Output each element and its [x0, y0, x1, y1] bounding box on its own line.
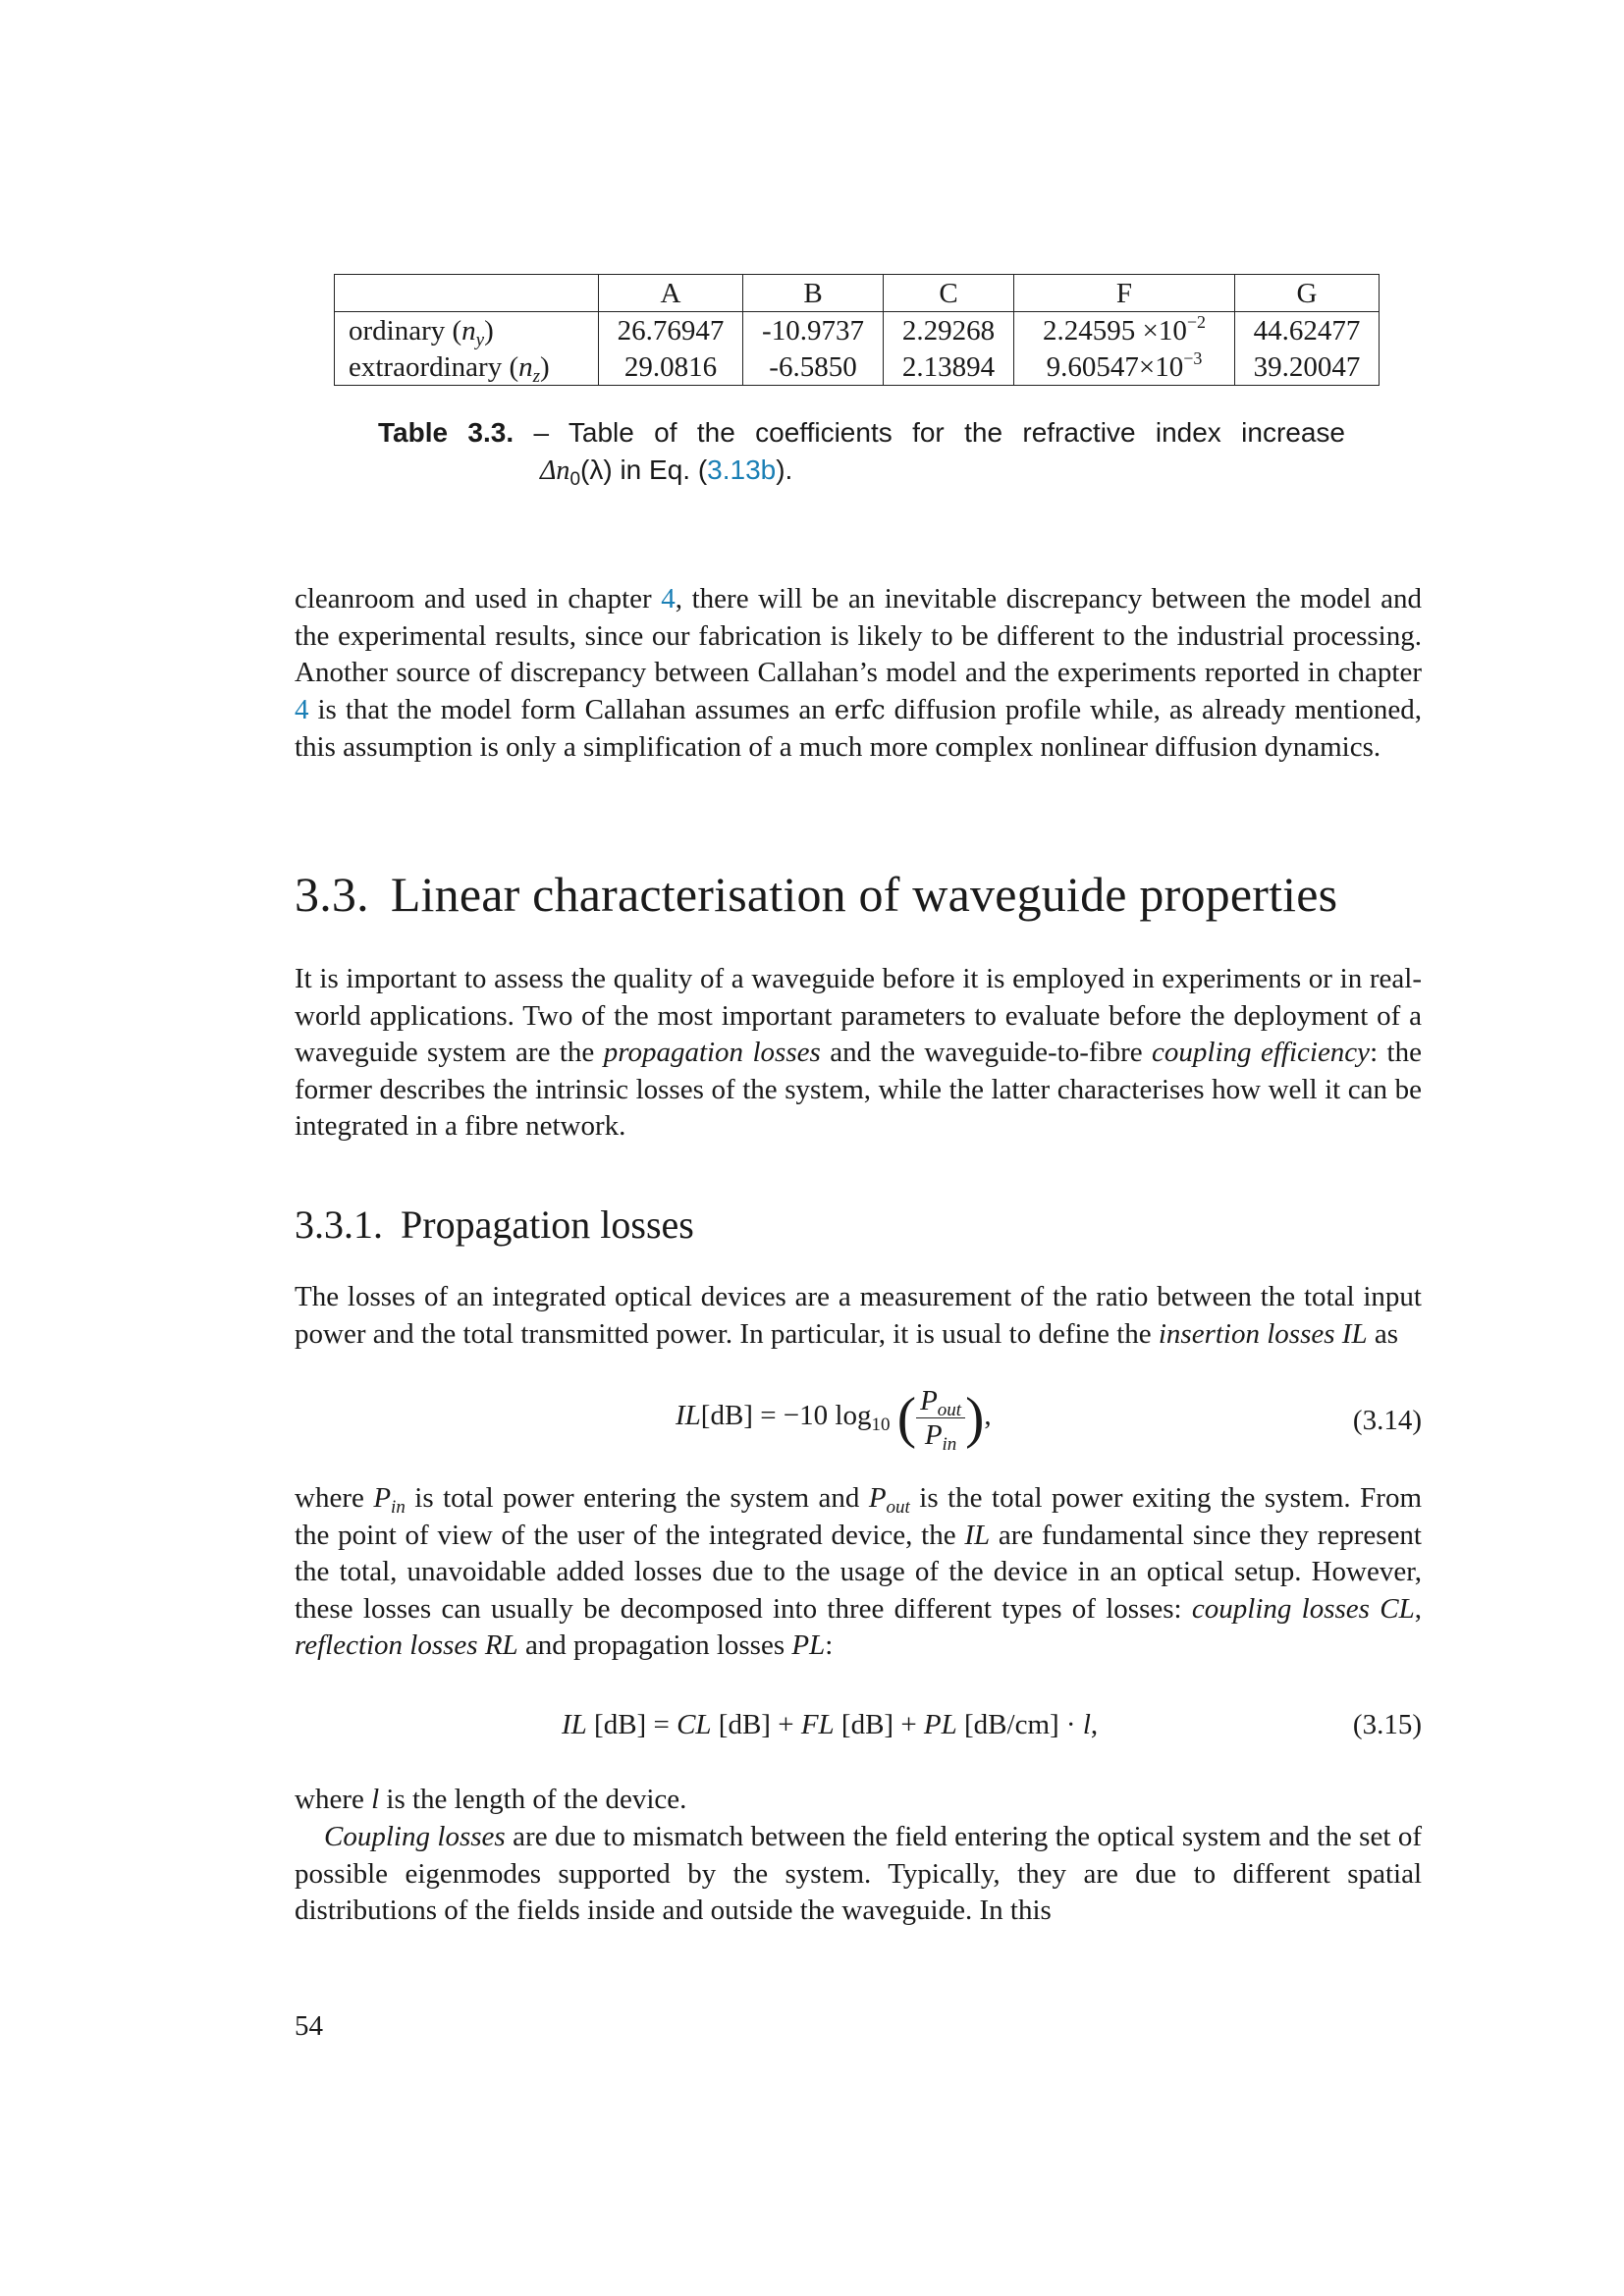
equation-number: (3.14)	[1352, 1405, 1422, 1436]
coefficients-table	[334, 274, 1380, 386]
math: l	[371, 1784, 380, 1815]
paragraph	[295, 1480, 1422, 1665]
table-header-cell	[335, 275, 599, 312]
paragraph	[295, 581, 1422, 767]
math: IL	[562, 1709, 587, 1740]
row-label-text: ordinary (	[349, 314, 462, 347]
table-cell: 29.0816	[599, 348, 743, 386]
caption-math: Δn	[540, 455, 570, 486]
caption-math-arg: (λ)	[580, 454, 613, 485]
math-text: [dB] +	[834, 1709, 924, 1740]
row-label-text: extraordinary (	[349, 350, 519, 383]
math: PL	[923, 1709, 957, 1740]
section-title: Linear characterisation of waveguide properties	[390, 867, 1338, 922]
row-label-close: )	[540, 350, 550, 383]
subsection-title: Propagation losses	[401, 1202, 694, 1247]
text: is the length of the device.	[379, 1784, 687, 1815]
text: and the waveguide-to-fibre	[820, 1037, 1153, 1068]
fraction-numerator	[916, 1384, 965, 1418]
text: diffusion profile while, as already mentioned, this assumption is only a simplification of a much more complex nonlinear diffusion dynamics.	[295, 693, 1422, 763]
text: are fundamental since they represent the total, unavoidable added losses due to the usage of the device in an optical setup. However, these losses can usually be decomposed into three different types of losses:	[295, 1519, 1422, 1625]
table-cell: 44.62477	[1235, 312, 1380, 349]
table-cell: -10.9737	[743, 312, 884, 349]
cell-exponent: −2	[1186, 311, 1206, 332]
row-symbol: n	[518, 350, 533, 383]
text: is the total power exiting the system. From the point of view of the user of the integrated device, the	[295, 1482, 1423, 1551]
caption-line	[378, 452, 1345, 490]
emphasis: propagation losses	[603, 1037, 821, 1068]
math-text: [dB] +	[711, 1709, 801, 1740]
text: The losses of an integrated optical devices are a measurement of the ratio between the total input power and the total transmitted power. In particular, it is usual to define the	[295, 1281, 1422, 1350]
fraction	[916, 1384, 965, 1455]
table-row	[335, 312, 1380, 349]
math: IL	[1341, 1317, 1368, 1350]
paragraph	[295, 1279, 1422, 1353]
text: , there will be an inevitable discrepancy between the model and the experimental results, since our fabrication is likely to be different to the industrial processing. Another source of discrepancy between Callahan’s model and the experiments reported in chapter	[295, 583, 1422, 688]
caption-line	[378, 414, 1345, 452]
table-cell: 2.13894	[884, 348, 1014, 386]
table-caption	[378, 414, 1345, 490]
math-sub: 10	[871, 1415, 891, 1436]
paragraph	[295, 1819, 1422, 1930]
table-header-cell: B	[743, 275, 884, 312]
math-sub: in	[391, 1497, 406, 1518]
math: RL	[484, 1629, 518, 1661]
caption-text: ).	[776, 454, 793, 485]
section-number: 3.3.	[295, 867, 369, 922]
cell-mantissa: 9.60547×10	[1046, 350, 1184, 383]
text: where	[295, 1482, 374, 1514]
caption-dash: –	[514, 417, 568, 448]
table-cell	[1014, 312, 1235, 349]
math-text: [dB] = −10 log	[700, 1400, 872, 1432]
subsection-number: 3.3.1.	[295, 1202, 383, 1247]
math: P	[868, 1482, 887, 1514]
row-symbol-sub: y	[475, 329, 485, 350]
math-text: ,	[984, 1400, 992, 1432]
text: as	[1367, 1317, 1398, 1350]
text: are due to mismatch between the field entering the optical system and the set of possible eigenmodes supported by the system. Typically, they are due to different spatial distributions of the fields inside and outside the waveguide. In this	[295, 1821, 1422, 1926]
table-cell: 2.29268	[884, 312, 1014, 349]
row-label-close: )	[484, 314, 494, 347]
fraction-denominator	[916, 1418, 965, 1455]
row-symbol-sub: z	[532, 365, 541, 387]
table-header-row	[335, 275, 1380, 312]
row-symbol: n	[461, 314, 476, 347]
caption-text: in Eq. (	[612, 454, 708, 485]
paragraph	[295, 1782, 1422, 1819]
math: P	[924, 1419, 943, 1451]
math: CL	[677, 1709, 712, 1740]
math-text: [dB] =	[586, 1709, 677, 1740]
text: :	[825, 1629, 834, 1661]
page-number: 54	[295, 2010, 323, 2042]
math-sub: out	[886, 1497, 910, 1518]
equation-3-14	[676, 1384, 992, 1455]
math-erfc: erfc	[834, 695, 886, 725]
text: is total power entering the system and	[405, 1482, 869, 1514]
text: where	[295, 1784, 372, 1815]
cell-mantissa: 2.24595 ×10	[1042, 314, 1187, 347]
emphasis: insertion losses	[1158, 1317, 1335, 1350]
math: IL	[964, 1519, 991, 1551]
left-paren: (	[896, 1385, 917, 1450]
equation-number: (3.15)	[1352, 1709, 1422, 1740]
emphasis: coupling losses	[1191, 1592, 1370, 1625]
table-row	[335, 348, 1380, 386]
row-label	[335, 312, 599, 349]
math: IL	[676, 1400, 701, 1432]
table-cell	[1014, 348, 1235, 386]
chapter-link[interactable]: 4	[661, 583, 676, 614]
text: : the former describes the intrinsic losses of the system, while the latter characterises how well it can be integrated in a fibre network.	[295, 1037, 1422, 1142]
text: ,	[1414, 1592, 1423, 1625]
math: PL	[791, 1629, 826, 1661]
equation-link[interactable]: 3.13b	[707, 454, 777, 485]
math: P	[920, 1385, 938, 1416]
text: and propagation losses	[517, 1629, 792, 1661]
math: P	[373, 1482, 392, 1514]
right-paren: )	[965, 1385, 985, 1450]
emphasis: Coupling losses	[324, 1821, 506, 1852]
table-header-cell: G	[1235, 275, 1380, 312]
math-sub: out	[937, 1400, 962, 1420]
table-header-cell: F	[1014, 275, 1235, 312]
table-cell: 26.76947	[599, 312, 743, 349]
math: l	[1082, 1709, 1091, 1740]
paragraph	[295, 961, 1422, 1146]
text: cleanroom and used in chapter	[295, 583, 662, 614]
subsection-heading	[295, 1201, 694, 1248]
math-sub: in	[942, 1434, 957, 1455]
caption-math-sub: 0	[569, 469, 581, 490]
caption-label: Table 3.3.	[378, 417, 514, 448]
math-text: [dB/cm] ·	[956, 1709, 1083, 1740]
text: is that the model form Callahan assumes an	[308, 693, 835, 725]
table-header-cell: C	[884, 275, 1014, 312]
caption-text: Table of the coefficients for the refractive index increase	[568, 417, 1345, 448]
row-label	[335, 348, 599, 386]
emphasis: coupling efficiency	[1152, 1037, 1371, 1068]
math: FL	[800, 1709, 835, 1740]
math: CL	[1380, 1592, 1415, 1625]
text: It is important to assess the quality of a waveguide before it is employed in experiments or in real-world applications. Two of the most important parameters to evaluate before the deployment of a waveguide system are the	[295, 963, 1422, 1068]
table-cell: 39.20047	[1235, 348, 1380, 386]
emphasis: reflection losses	[295, 1629, 478, 1661]
table-header-cell: A	[599, 275, 743, 312]
equation-3-15	[562, 1709, 1098, 1741]
table-cell: -6.5850	[743, 348, 884, 386]
chapter-link[interactable]: 4	[295, 693, 309, 725]
math-text: ,	[1090, 1709, 1099, 1740]
cell-exponent: −3	[1183, 347, 1203, 368]
section-heading	[295, 866, 1337, 923]
